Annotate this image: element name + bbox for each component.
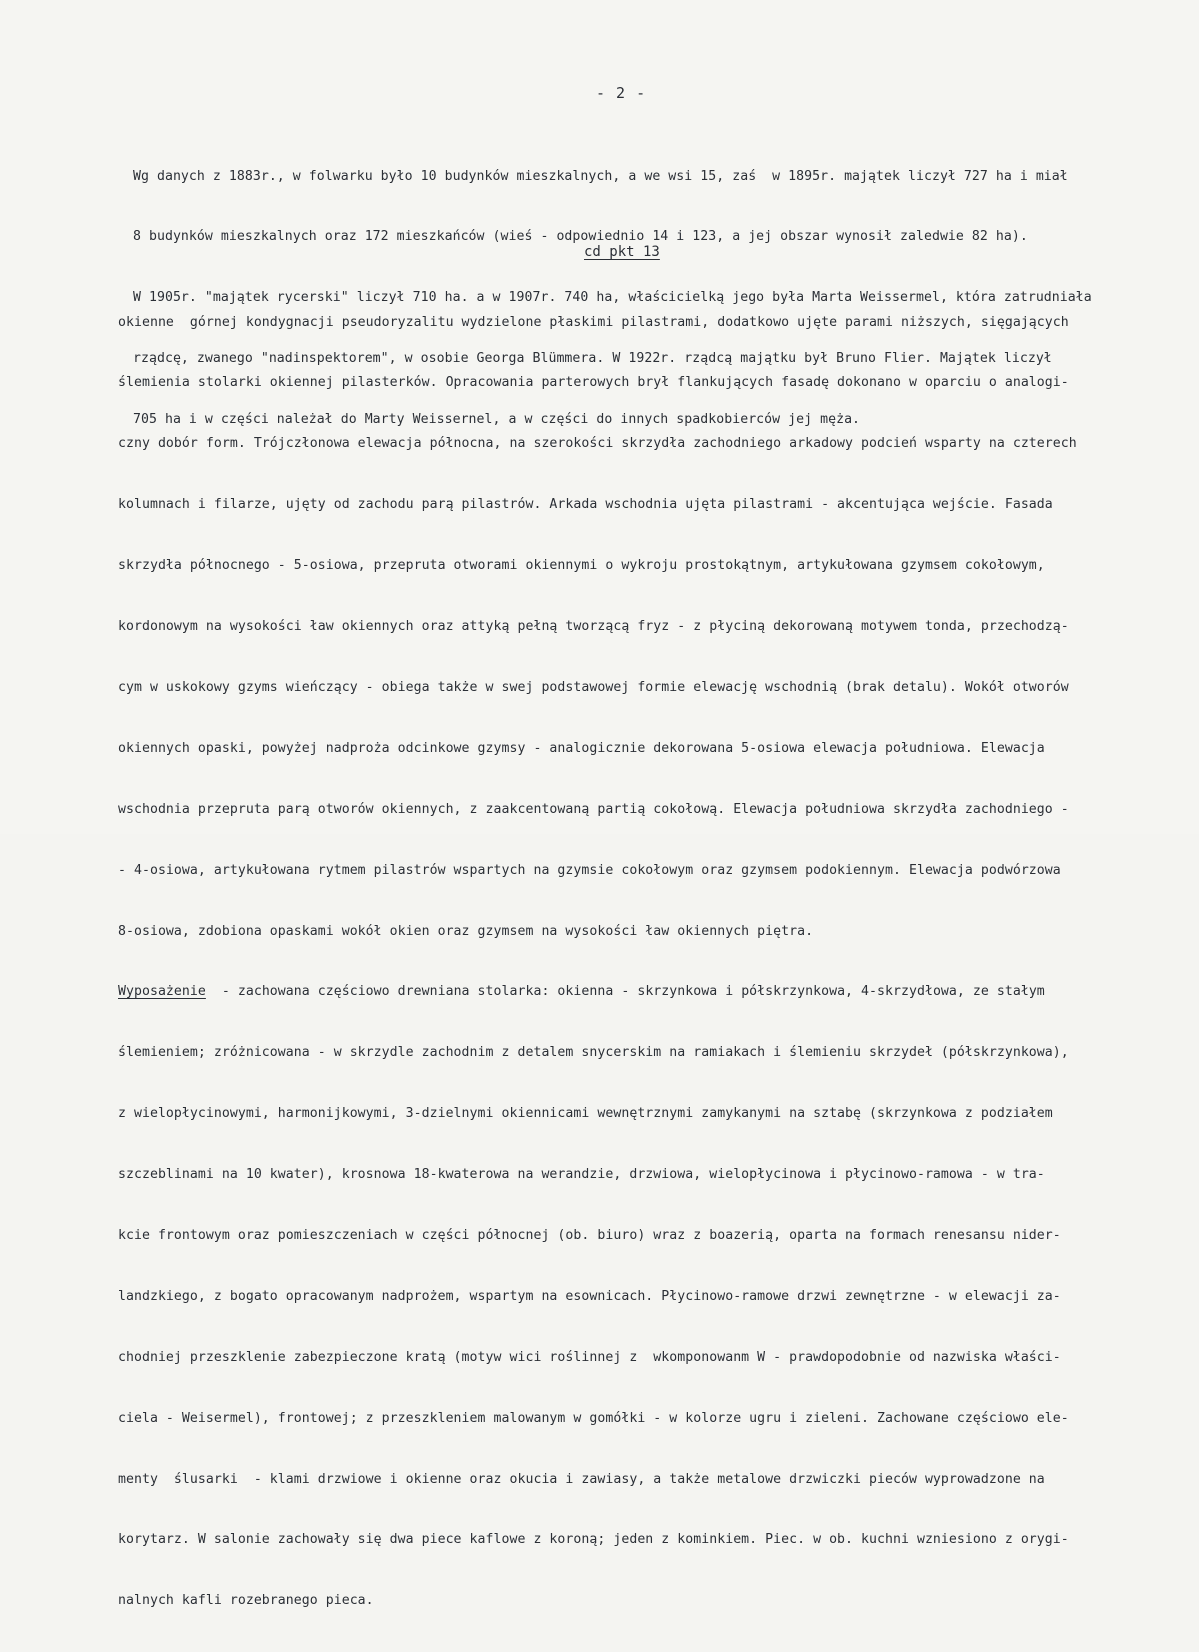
equipment-label: Wyposażenie: [118, 984, 206, 1000]
text-line: z wielopłycinowymi, harmonijkowymi, 3-dzielnymi okiennicami wewnętrznymi zamykanymi na sztabę (skrzynkowa z podziałem: [118, 1106, 1053, 1122]
text-line: ślemieniem; zróżnicowana - w skrzydle zachodnim z detalem snycerskim na ramiakach i ślemieniu skrzydeł (półskrzynkowa),: [118, 1045, 1069, 1061]
text-line: okienne górnej kondygnacji pseudoryzalitu wydzielone płaskimi pilastrami, dodatkowo ujęte parami niższych, sięgających: [118, 314, 1069, 330]
text-line: kolumnach i filarze, ujęty od zachodu parą pilastrów. Arkada wschodnia ujęta pilastrami - akcentująca wejście. Fasada: [118, 497, 1053, 513]
text-line: [118, 982, 1077, 1002]
text-line: W 1905r. "majątek rycerski" liczył 710 ha. a w 1907r. 740 ha, właścicielką jego była Marta Weissermel, która zatrudniała: [133, 290, 1092, 306]
main-paragraph: [118, 272, 1077, 1652]
text-line: ślemienia stolarki okiennej pilasterków. Opracowania parterowych brył flankujących fasadę dokonano w oparciu o analogi-: [118, 375, 1069, 391]
page-number: - 2 -: [596, 84, 647, 102]
text-line: 705 ha i w części należał do Marty Weissernel, a w części do innych spadkobierców jej męża.: [133, 412, 861, 428]
text-line: 8 budynków mieszkalnych oraz 172 mieszkańców (wieś - odpowiednio 14 i 123, a jej obszar wynosił zaledwie 82 ha).: [133, 229, 1028, 245]
text-line: 8-osiowa, zdobiona opaskami wokół okien oraz gzymsem na wysokości ław okiennych piętra.: [118, 923, 814, 939]
text-line: kordonowym na wysokości ław okiennych oraz attyką pełną tworzącą fryz - z płyciną dekorowaną motywem tonda, przechodzą-: [118, 619, 1069, 635]
text-line: landzkiego, z bogato opracowanym nadprożem, wspartym na esownicach. Płycinowo-ramowe drzwi zewnętrzne - w elewacji za-: [118, 1288, 1061, 1304]
text-line: okiennych opaski, powyżej nadproża odcinkowe gzymsy - analogicznie dekorowana 5-osiowa elewacja południowa. Elewacja: [118, 740, 1045, 756]
text-line: kcie frontowym oraz pomieszczeniach w części północnej (ob. biuro) wraz z boazerią, oparta na formach renesansu nider-: [118, 1227, 1061, 1243]
text-fragment: - zachowana częściowo drewniana stolarka: okienna - skrzynkowa i półskrzynkowa, 4-skrzydłowa, ze stałym: [205, 984, 1045, 1000]
text-line: czny dobór form. Trójczłonowa elewacja północna, na szerokości skrzydła zachodniego arkadowy podcień wsparty na czterech: [118, 436, 1077, 452]
text-line: skrzydła północnego - 5-osiowa, przepruta otworami okiennymi o wykroju prostokątnym, artykułowana gzymsem cokołowym,: [118, 558, 1045, 574]
section-heading: cd pkt 13: [584, 244, 660, 260]
text-line: szczeblinami na 10 kwater), krosnowa 18-kwaterowa na werandzie, drzwiowa, wielopłycinowa i płycinowo-ramowa - w tra-: [118, 1167, 1045, 1183]
text-line: chodniej przeszklenie zabezpieczone kratą (motyw wici roślinnej z wkomponowanm W - prawdopodobnie od nazwiska właści-: [118, 1349, 1061, 1365]
text-line: korytarz. W salonie zachowały się dwa piece kaflowe z koroną; jeden z kominkiem. Piec. w ob. kuchni wzniesiono z orygi-: [118, 1532, 1069, 1548]
text-line: Wg danych z 1883r., w folwarku było 10 budynków mieszkalnych, a we wsi 15, zaś w 1895r. majątek liczył 727 ha i miał: [133, 168, 1068, 184]
text-line: menty ślusarki - klami drzwiowe i okienne oraz okucia i zawiasy, a także metalowe drzwiczki pieców wyprowadzone na: [118, 1471, 1045, 1487]
text-line: wschodnia przepruta parą otworów okiennych, z zaakcentowaną partią cokołową. Elewacja południowa skrzydła zachodniego -: [118, 801, 1069, 817]
text-line: - 4-osiowa, artykułowana rytmem pilastrów wspartych na gzymsie cokołowym oraz gzymsem podokiennym. Elewacja podwórzowa: [118, 862, 1061, 878]
text-line: nalnych kafli rozebranego pieca.: [118, 1593, 374, 1609]
text-line: rządcę, zwanego "nadinspektorem", w osobie Georga Blümmera. W 1922r. rządcą majątku był Bruno Flier. Majątek liczył: [133, 351, 1052, 367]
text-line: ciela - Weisermel), frontowej; z przeszkleniem malowanym w gomółki - w kolorze ugru i zieleni. Zachowane częściowo ele-: [118, 1410, 1069, 1426]
text-line: cym w uskokowy gzyms wieńczący - obiega także w swej podstawowej formie elewację wschodnią (brak detalu). Wokół otworów: [118, 679, 1069, 695]
